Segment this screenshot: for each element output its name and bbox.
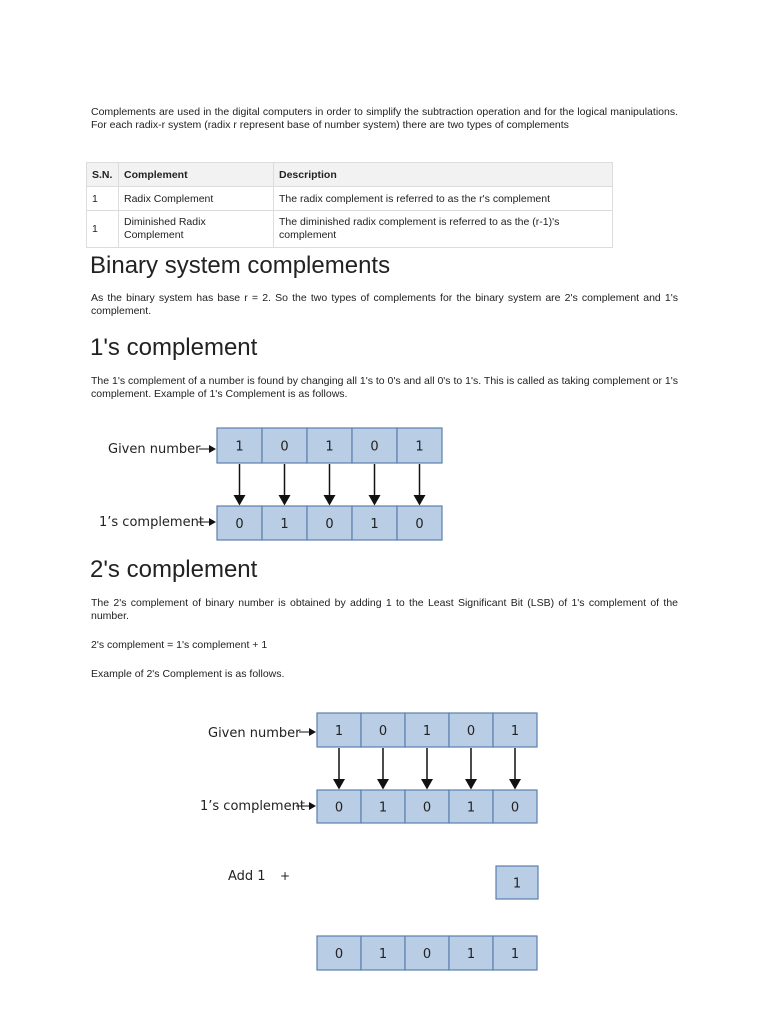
ones-bit-bit: 0 [325, 517, 334, 532]
complement-arrows [339, 748, 515, 788]
table-header: S.N. [87, 163, 119, 187]
twos-paragraph: The 2's complement of binary number is obtained by adding 1 to the Least Significant Bit (LSB) of 1's complement of the number. [91, 597, 678, 622]
table-header: Complement [119, 163, 274, 187]
complements-table [86, 162, 613, 248]
given-bit-bit: 1 [422, 724, 432, 739]
ones-bit-bit: 1 [280, 517, 289, 532]
twos-heading: 2's complement [90, 556, 258, 583]
table-row [87, 211, 613, 248]
given-bit-bit: 0 [370, 439, 379, 455]
ones-heading: 1's complement [90, 334, 258, 361]
table-cell: The radix complement is referred to as the r's complement [274, 187, 613, 211]
given-number-label: Given number [208, 726, 301, 741]
binary-paragraph: As the binary system has base r = 2. So the two types of complements for the binary system are 2's complement and 1's complement. [91, 292, 678, 317]
binary-heading: Binary system complements [90, 252, 391, 279]
given-bit-bit: 0 [466, 724, 476, 739]
ones-complement-label: 1’s complement [200, 799, 305, 814]
add-one-label: Add 1 [228, 869, 266, 884]
table-cell: 1 [87, 211, 119, 248]
twos-example-text: Example of 2's Complement is as follows. [91, 668, 285, 680]
table-cell: Diminished Radix Complement [119, 211, 274, 248]
ones-bit-row [317, 790, 537, 823]
ones-bit-bit: 0 [415, 517, 424, 532]
ones-bit-bit: 0 [235, 517, 244, 532]
given-bit-bit: 0 [378, 724, 388, 739]
ones-diagram-svg [95, 420, 455, 548]
table-cell: Radix Complement [119, 187, 274, 211]
complement-arrows [240, 464, 420, 504]
given-bit-bit: 1 [510, 724, 520, 739]
twos-complement-diagram [200, 705, 545, 980]
table-header: Description [274, 163, 613, 187]
result-bit-bit: 1 [466, 947, 476, 962]
twos-diagram-svg [200, 705, 545, 980]
result-bit-bit: 1 [378, 947, 388, 962]
plus-sign: + [280, 869, 291, 883]
twos-formula: 2's complement = 1's complement + 1 [91, 639, 268, 651]
table-cell: 1 [87, 187, 119, 211]
result-bit-bit: 0 [422, 947, 432, 962]
ones-bit-row [217, 506, 442, 540]
ones-complement-diagram [95, 420, 455, 548]
given-bit-bit: 1 [235, 439, 244, 455]
table-row [87, 187, 613, 211]
table-cell: The diminished radix complement is referred to as the (r-1)'s complement [274, 211, 613, 248]
intro-paragraph: Complements are used in the digital computers in order to simplify the subtraction operation and for the logical manipulations. For each radix-r system (radix r represent base of number system) there are two types of complements [91, 106, 678, 131]
ones-bit-bit: 0 [510, 800, 520, 816]
ones-bit-bit: 1 [378, 800, 388, 816]
ones-paragraph: The 1's complement of a number is found by changing all 1's to 0's and all 0's to 1's. This is called as taking complement or 1's complement. Example of 1's Complement is as follows. [91, 375, 678, 400]
result-bit-bit: 1 [510, 947, 520, 962]
result-bit-row [317, 936, 537, 970]
given-number-label: Given number [108, 442, 201, 457]
ones-bit-bit: 0 [334, 800, 344, 816]
given-bit-bit: 1 [334, 724, 344, 739]
given-bit-row [217, 428, 442, 463]
given-bit-bit: 0 [280, 439, 289, 455]
ones-bit-bit: 1 [370, 517, 379, 532]
given-bit-row [317, 713, 537, 747]
given-bit-bit: 1 [325, 439, 334, 455]
add-bit-row [496, 866, 538, 899]
ones-complement-label: 1’s complement [99, 515, 204, 530]
result-bit-bit: 0 [334, 947, 344, 962]
table-header-row [87, 163, 613, 187]
ones-bit-bit: 0 [422, 800, 432, 816]
add-bit-bit: 1 [512, 876, 522, 892]
given-bit-bit: 1 [415, 439, 424, 455]
ones-bit-bit: 1 [466, 800, 476, 816]
